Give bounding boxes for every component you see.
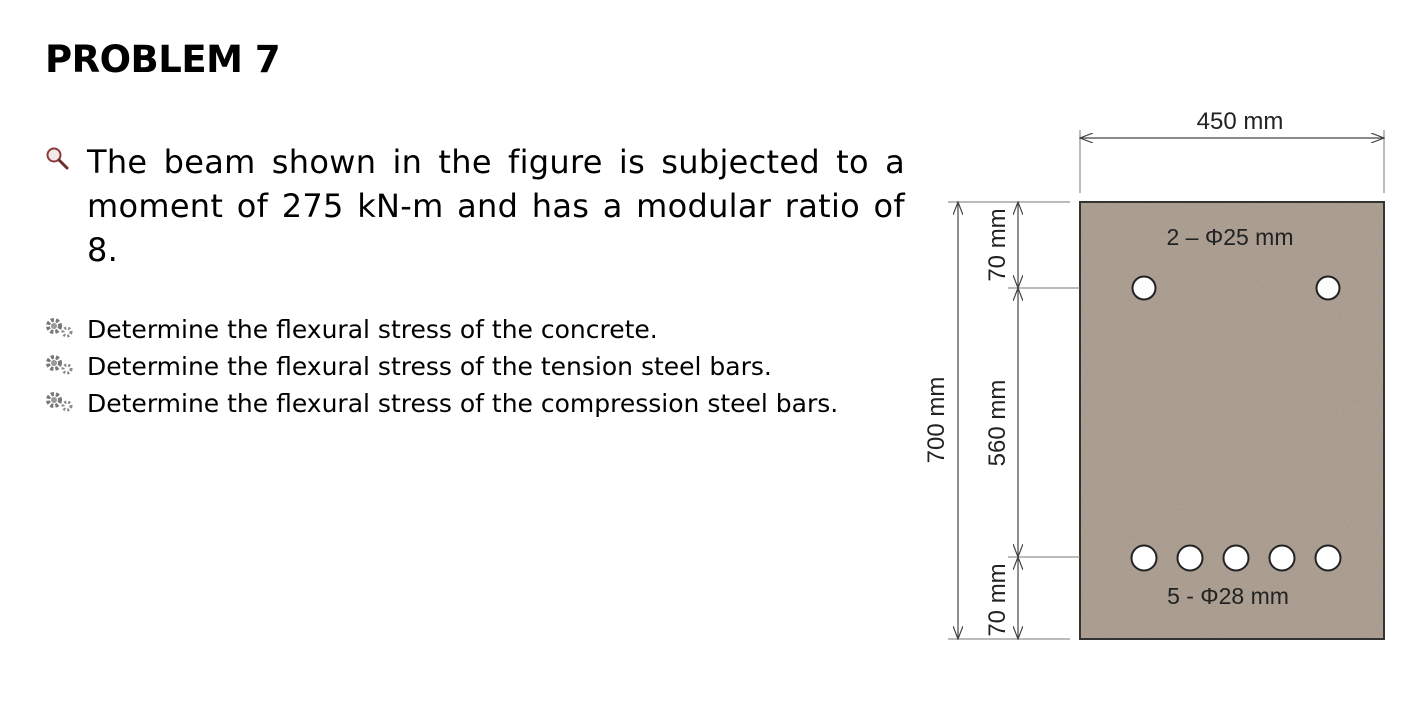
gear-icon (45, 391, 75, 413)
width-label: 450 mm (1196, 108, 1284, 135)
top-cover-label: 70 mm (984, 208, 1011, 282)
tension-bar (1270, 546, 1295, 571)
tension-bar (1178, 546, 1203, 571)
beam-section-figure (910, 95, 1395, 655)
concrete-texture (1080, 202, 1384, 639)
tension-bar (1132, 546, 1157, 571)
tension-bar (1316, 546, 1341, 571)
task-text: Determine the flexural stress of the concrete. (87, 315, 658, 344)
magnifier-icon (45, 146, 69, 170)
tension-bar (1224, 546, 1249, 571)
middle-label: 560 mm (984, 379, 1011, 467)
task-text: Determine the flexural stress of the tension steel bars. (87, 352, 772, 381)
list-item (45, 386, 905, 423)
task-text: Determine the flexural stress of the compression steel bars. (87, 389, 839, 418)
gear-icon (45, 354, 75, 376)
bottom-cover-label: 70 mm (984, 563, 1011, 637)
list-item (45, 312, 905, 349)
task-list (45, 312, 905, 423)
top-bars-label: 2 – Φ25 mm (1166, 224, 1294, 250)
problem-statement-block (45, 140, 905, 272)
list-item (45, 349, 905, 386)
bottom-bars-label: 5 - Φ28 mm (1167, 583, 1289, 609)
compression-bar (1317, 277, 1340, 300)
total-height-label: 700 mm (923, 376, 950, 464)
page-title: PROBLEM 7 (45, 38, 281, 81)
compression-bar (1133, 277, 1156, 300)
gear-icon (45, 317, 75, 339)
problem-statement: The beam shown in the figure is subjected to a moment of 275 kN-m and has a modular ratio of 8. (87, 143, 905, 269)
